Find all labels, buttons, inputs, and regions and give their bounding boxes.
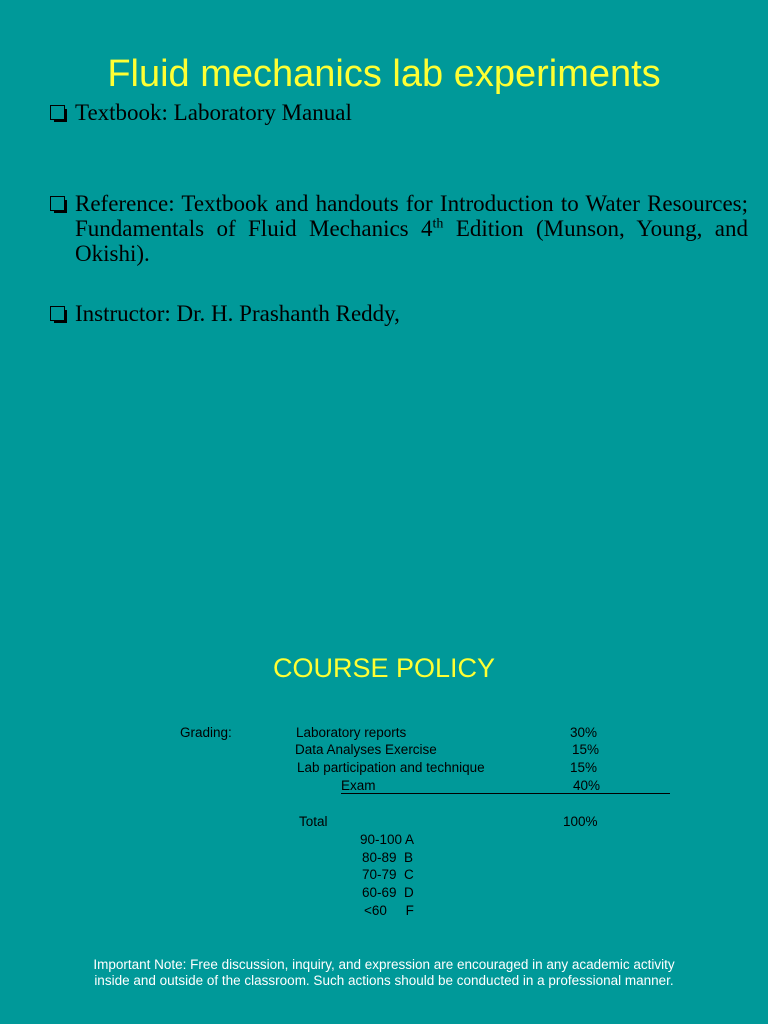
important-note (0, 957, 768, 989)
grading-item-name: Laboratory reports (296, 725, 407, 740)
grade-scale-item: <60 F (364, 903, 414, 918)
grade-scale-item: 90-100 A (360, 832, 415, 847)
instructor-text: Instructor: Dr. H. Prashanth Reddy, (75, 301, 400, 326)
page-title: Fluid mechanics lab experiments (107, 53, 661, 95)
note-line: Important Note: Free discussion, inquiry, and expression are encouraged in any academic activity (93, 957, 675, 972)
checkbox-bullet-icon (50, 105, 65, 120)
course-policy-heading: COURSE POLICY (272, 653, 496, 683)
grading-item-name: Data Analyses Exercise (295, 742, 437, 757)
grading-item-percent: 15% (570, 760, 598, 775)
instructor-item (48, 301, 748, 326)
info-list (48, 96, 748, 326)
reference-text: Reference: Textbook and handouts for Introduction to Water Resources; Fundamentals of Fluid Mechanics 4 (75, 191, 748, 241)
grading-label: Grading: (180, 725, 232, 740)
grade-scale-item: 70-79 C (362, 867, 414, 882)
total-value: 100% (563, 814, 598, 829)
grading-item-percent: 40% (573, 778, 601, 793)
grading-item-percent: 30% (570, 725, 598, 740)
grading-item-percent: 15% (572, 742, 600, 757)
reference-text-end: Edition (Munson, Young, and Okishi). (75, 216, 748, 266)
total-label: Total (299, 814, 328, 829)
grade-scale-item: 80-89 B (362, 850, 414, 865)
note-line: inside and outside of the classroom. Such actions should be conducted in a professional manner. (94, 973, 674, 988)
reference-superscript: th (432, 216, 444, 232)
checkbox-bullet-icon (50, 306, 65, 321)
textbook-text: Textbook: Laboratory Manual (75, 100, 352, 125)
grading-item-name: Lab participation and technique (297, 760, 485, 775)
grading-item-name: Exam (341, 778, 376, 793)
textbook-item (48, 100, 748, 125)
checkbox-bullet-icon (50, 196, 65, 211)
grade-scale-item: 60-69 D (362, 885, 414, 900)
reference-item (48, 191, 748, 266)
underline-divider (341, 793, 670, 794)
